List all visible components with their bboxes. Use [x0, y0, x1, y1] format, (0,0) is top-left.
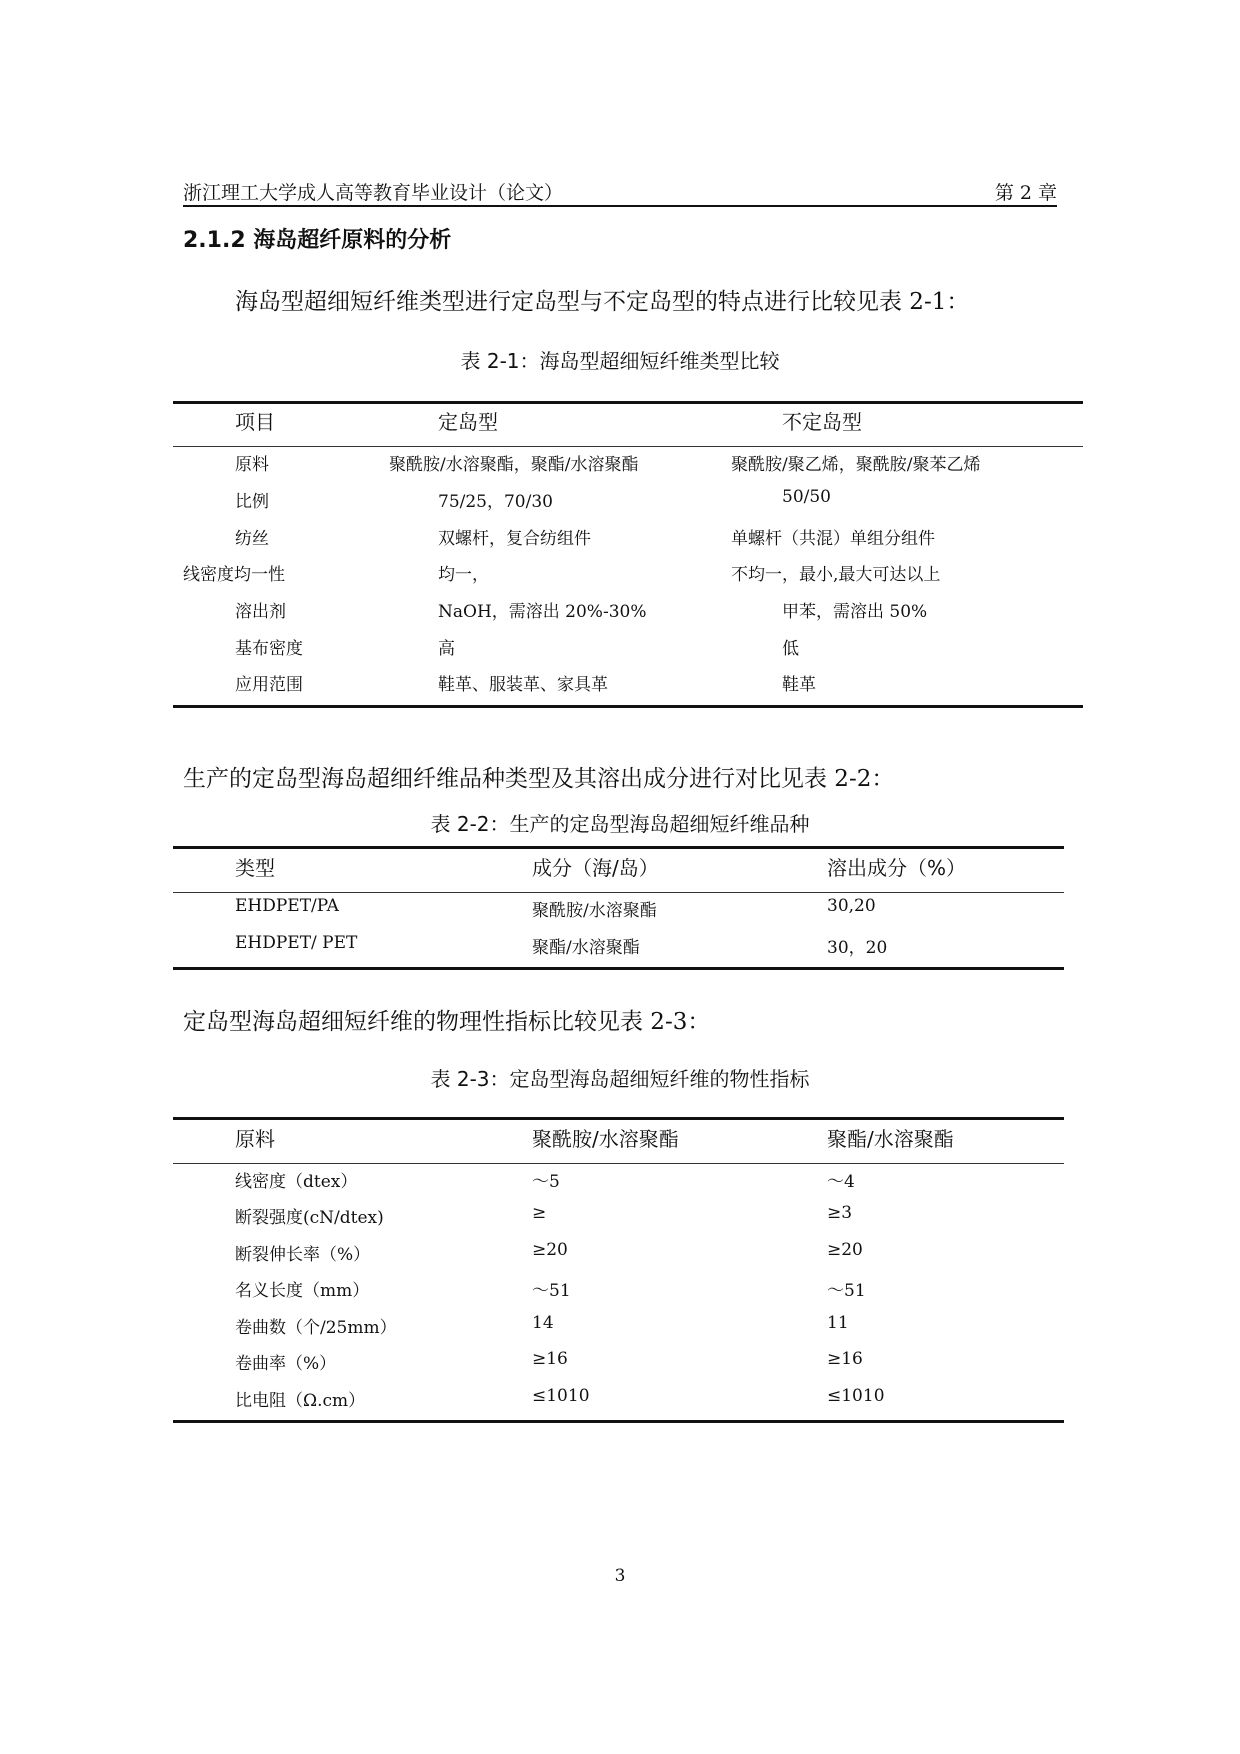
table3-top-rule	[173, 1117, 1064, 1120]
table3-cell: ≥16	[827, 1349, 863, 1369]
table1-header-cell: 项目	[235, 410, 275, 434]
table1-cell: 鞋革、服装革、家具革	[438, 675, 608, 695]
table2-cell: EHDPET/ PET	[235, 933, 358, 953]
table1-cell: 鞋革	[782, 675, 816, 695]
table2-header-cell: 成分（海/岛）	[532, 856, 659, 880]
running-header-chapter: 第 2 章	[994, 182, 1057, 204]
table1-cell: 溶出剂	[235, 602, 286, 622]
table1-cell: 均一，	[438, 565, 489, 585]
table3-cell: ≥20	[827, 1240, 863, 1260]
table1-header-cell: 不定岛型	[782, 410, 862, 434]
table3-header-rule	[173, 1163, 1064, 1164]
page-number: 3	[614, 1566, 626, 1586]
table3-bottom-rule	[173, 1420, 1064, 1423]
table2-cell: 30,20	[827, 896, 876, 916]
table3-cell: ≥16	[532, 1349, 568, 1369]
table1-cell: 双螺杆，复合纺组件	[438, 529, 591, 549]
table2-bottom-rule	[173, 967, 1064, 970]
intro-paragraph: 海岛型超细短纤维类型进行定岛型与不定岛型的特点进行比较见表 2-1：	[235, 289, 970, 315]
table3-cell: ≤1010	[827, 1386, 885, 1406]
table3-cell: 卷曲数（个/25mm）	[235, 1318, 397, 1338]
table1-cell: 基布密度	[235, 639, 303, 659]
table1-cell: 线密度均一性	[183, 565, 285, 585]
table1-top-rule	[173, 401, 1083, 404]
table3-cell: 名义长度（mm）	[235, 1281, 370, 1301]
table3-caption: 表 2-3：定岛型海岛超细短纤维的物性指标	[430, 1067, 810, 1091]
table3-cell: ～4	[827, 1172, 855, 1192]
table1-cell: 不均一，最小,最大可达以上	[731, 565, 941, 585]
table3-cell: 11	[827, 1313, 849, 1333]
table3-header-cell: 聚酯/水溶聚酯	[827, 1127, 954, 1151]
table2-header-cell: 类型	[235, 856, 275, 880]
table1-cell: NaOH，需溶出 20%-30%	[438, 602, 647, 622]
table3-cell: ≥3	[827, 1203, 853, 1223]
table1-cell: 聚酰胺/聚乙烯，聚酰胺/聚苯乙烯	[731, 455, 981, 475]
table3-cell: 14	[532, 1313, 554, 1333]
table2-caption: 表 2-2：生产的定岛型海岛超细短纤维品种	[430, 812, 810, 836]
table1-caption: 表 2-1：海岛型超细短纤维类型比较	[460, 349, 780, 373]
table1-cell: 50/50	[782, 487, 831, 507]
table1-cell: 应用范围	[235, 675, 303, 695]
paragraph-table3-intro: 定岛型海岛超细短纤维的物理性指标比较见表 2-3：	[183, 1009, 711, 1035]
table3-cell: 断裂强度(cN/dtex)	[235, 1208, 384, 1228]
table3-header-cell: 原料	[235, 1127, 275, 1151]
table1-bottom-rule	[173, 705, 1083, 708]
table2-cell: 聚酰胺/水溶聚酯	[532, 901, 657, 921]
table1-cell: 单螺杆（共混）单组分组件	[731, 529, 935, 549]
table1-cell: 低	[782, 639, 799, 659]
table1-cell: 甲苯，需溶出 50%	[782, 602, 928, 622]
table2-header-cell: 溶出成分（%）	[827, 856, 967, 880]
table3-header-cell: 聚酰胺/水溶聚酯	[532, 1127, 679, 1151]
running-header-title: 浙江理工大学成人高等教育毕业设计（论文）	[183, 182, 564, 204]
table3-cell: ≥20	[532, 1240, 568, 1260]
table1-cell: 聚酰胺/水溶聚酯，聚酯/水溶聚酯	[389, 455, 639, 475]
table1-cell: 原料	[235, 455, 269, 475]
table2-cell: EHDPET/PA	[235, 896, 339, 916]
table3-cell: 比电阻（Ω.cm）	[235, 1391, 366, 1411]
table1-header-cell: 定岛型	[438, 410, 498, 434]
table2-top-rule	[173, 846, 1064, 849]
table3-cell: ≤1010	[532, 1386, 590, 1406]
table3-cell: ～51	[827, 1281, 866, 1301]
table1-cell: 高	[438, 639, 455, 659]
section-heading: 2.1.2 海岛超纤原料的分析	[183, 228, 452, 253]
table2-cell: 30，20	[827, 938, 888, 958]
table2-header-rule	[173, 892, 1064, 893]
header-rule	[183, 205, 1057, 207]
table1-cell: 纺丝	[235, 529, 269, 549]
table3-cell: 断裂伸长率（%）	[235, 1245, 371, 1265]
table3-cell: ～51	[532, 1281, 571, 1301]
table3-cell: ≥	[532, 1203, 547, 1223]
table1-cell: 75/25，70/30	[438, 492, 553, 512]
table3-cell: 线密度（dtex）	[235, 1172, 358, 1192]
table1-header-rule	[173, 446, 1083, 447]
table3-cell: 卷曲率（%）	[235, 1354, 337, 1374]
table2-cell: 聚酯/水溶聚酯	[532, 938, 640, 958]
table3-cell: ～5	[532, 1172, 560, 1192]
paragraph-table2-intro: 生产的定岛型海岛超细纤维品种类型及其溶出成分进行对比见表 2-2：	[183, 766, 895, 792]
table1-cell: 比例	[235, 492, 269, 512]
